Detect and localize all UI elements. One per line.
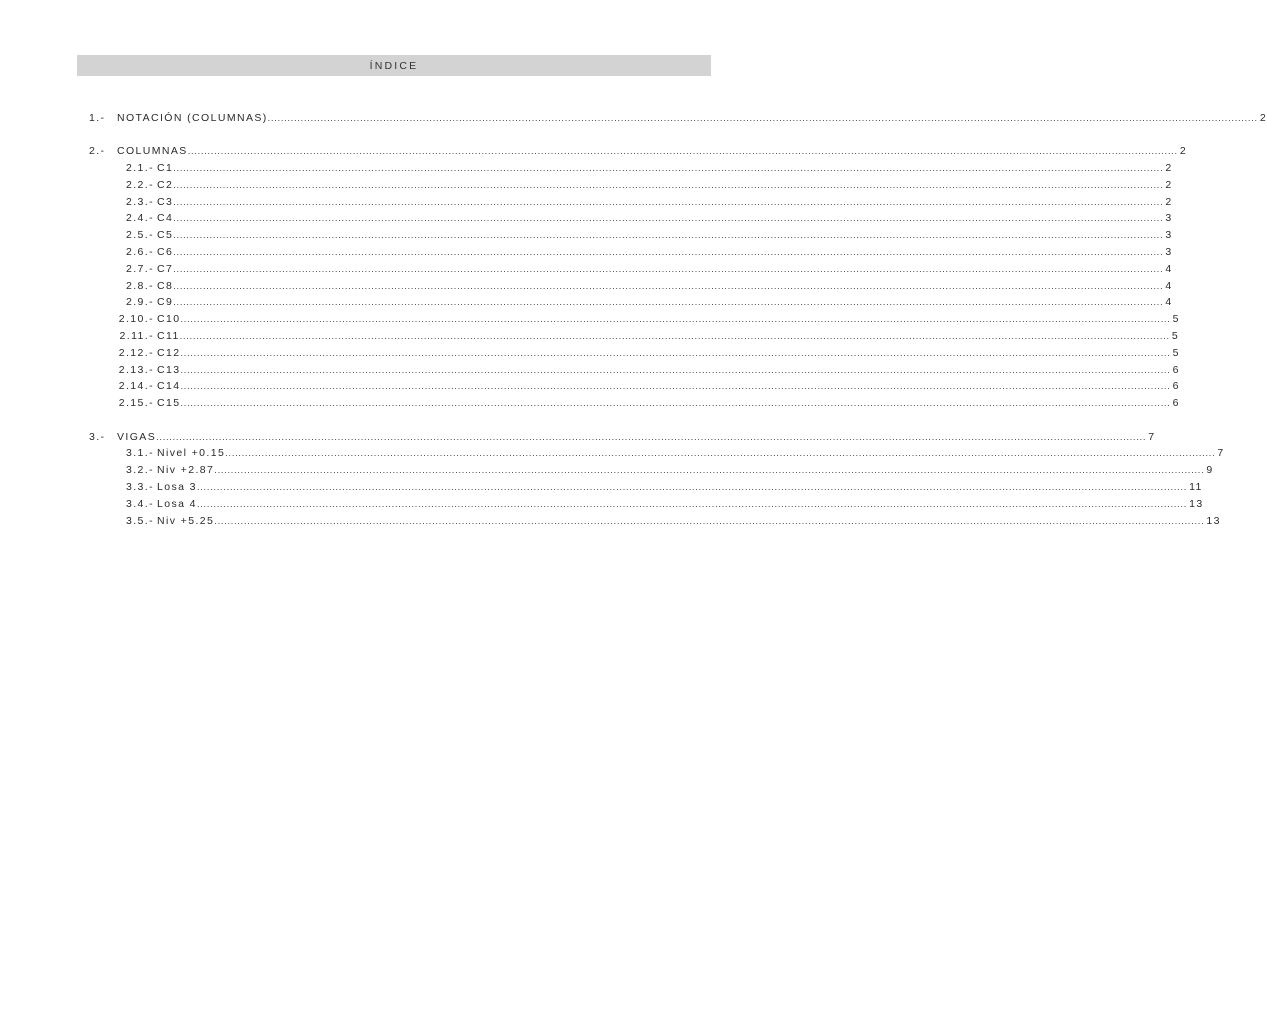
toc-entry-page: 9 <box>1206 464 1214 477</box>
toc-entry-number: 2.12.- <box>118 346 154 359</box>
toc-entry-page: 2 <box>1165 195 1173 208</box>
toc-subentry[interactable] <box>0 446 1225 463</box>
toc-subentry[interactable] <box>0 379 1180 396</box>
toc-entry-page: 5 <box>1171 330 1180 343</box>
toc-entry-line <box>157 397 1180 410</box>
toc-dot-leader: ............................................................................................................................................................................................................................................................................................................ <box>173 247 1164 258</box>
table-of-contents <box>0 111 1267 547</box>
toc-dot-leader: ............................................................................................................................................................................................................................................................................................................ <box>196 498 1188 509</box>
toc-entry-number: 2.13.- <box>118 363 154 376</box>
toc-dot-leader: ............................................................................................................................................................................................................................................................................................................ <box>173 230 1164 241</box>
toc-dot-leader: ............................................................................................................................................................................................................................................................................................................ <box>173 196 1164 207</box>
toc-entry-number: 3.1.- <box>125 447 154 460</box>
toc-dot-leader: ............................................................................................................................................................................................................................................................................................................ <box>214 515 1205 526</box>
toc-entry-page: 2 <box>1165 162 1173 175</box>
toc-entry-page: 3 <box>1165 246 1173 259</box>
toc-section <box>0 430 1225 531</box>
toc-entry-number: 3.4.- <box>125 497 154 510</box>
toc-entry-number: 2.- <box>89 145 106 158</box>
toc-entry-number: 2.11.- <box>119 330 154 343</box>
toc-entry-number: 3.3.- <box>125 480 154 493</box>
toc-entry-page: 4 <box>1165 279 1173 292</box>
toc-subentry[interactable] <box>0 195 1173 212</box>
toc-entry-line <box>117 112 1267 124</box>
toc-entry-label: C10 <box>157 313 181 326</box>
toc-entry-number: 2.2.- <box>125 178 154 191</box>
toc-entry-number: 3.2.- <box>125 464 154 477</box>
toc-dot-leader: ............................................................................................................................................................................................................................................................................................................ <box>196 481 1188 492</box>
toc-entry-page: 7 <box>1217 447 1225 460</box>
toc-entry-label: C15 <box>157 397 181 410</box>
toc-entry[interactable] <box>0 430 1156 447</box>
toc-entry-line <box>157 262 1173 275</box>
toc-subentry[interactable] <box>0 295 1173 312</box>
toc-entry-line <box>157 178 1173 191</box>
toc-dot-leader: ............................................................................................................................................................................................................................................................................................................ <box>173 263 1164 274</box>
toc-entry-number: 2.5.- <box>125 229 154 242</box>
toc-dot-leader: ............................................................................................................................................................................................................................................................................................................ <box>173 297 1164 308</box>
toc-entry-label: Niv +2.87 <box>157 464 215 477</box>
toc-entry-number: 2.1.- <box>125 162 154 175</box>
toc-entry-label: Losa 3 <box>157 480 197 493</box>
toc-entry-number: 2.9.- <box>125 296 154 309</box>
toc-section <box>0 144 1188 413</box>
toc-entry-label: C3 <box>157 195 174 208</box>
toc-subentry[interactable] <box>0 363 1180 380</box>
toc-entry-number: 2.7.- <box>125 262 154 275</box>
toc-entry-label: VIGAS <box>117 430 157 443</box>
toc-entry-label: C7 <box>157 262 174 275</box>
toc-subentry[interactable] <box>0 346 1180 363</box>
toc-entry-number: 2.3.- <box>125 195 154 208</box>
toc-entry-page: 13 <box>1189 497 1204 510</box>
toc-entry-number: 2.6.- <box>125 246 154 259</box>
toc-dot-leader: ............................................................................................................................................................................................................................................................................................................ <box>173 163 1164 174</box>
toc-entry-page: 6 <box>1172 397 1180 410</box>
toc-entry-line <box>157 480 1203 493</box>
toc-dot-leader: ............................................................................................................................................................................................................................................................................................................ <box>267 113 1258 123</box>
toc-subentry[interactable] <box>0 228 1173 245</box>
index-title: ÍNDICE <box>369 59 419 72</box>
toc-dot-leader: ............................................................................................................................................................................................................................................................................................................ <box>173 280 1164 291</box>
toc-entry-number: 2.14.- <box>118 380 154 393</box>
toc-entry-number: 3.- <box>89 430 106 443</box>
toc-subentry[interactable] <box>0 279 1173 296</box>
toc-entry-line <box>157 296 1173 309</box>
toc-entry-label: C4 <box>157 212 174 225</box>
toc-entry-page: 7 <box>1148 430 1156 443</box>
toc-entry-label: Losa 4 <box>157 497 197 510</box>
toc-entry-label: C12 <box>157 346 181 359</box>
toc-entry-page: 6 <box>1172 363 1180 376</box>
toc-dot-leader: ............................................................................................................................................................................................................................................................................................................ <box>156 431 1147 442</box>
toc-subentry[interactable] <box>0 178 1173 195</box>
toc-entry-line <box>157 330 1180 343</box>
toc-subentry[interactable] <box>0 245 1173 262</box>
toc-entry-line <box>157 195 1173 208</box>
toc-entry-line <box>117 145 1188 158</box>
toc-dot-leader: ............................................................................................................................................................................................................................................................................................................ <box>179 331 1170 342</box>
toc-entry-line <box>117 430 1156 443</box>
toc-entry-label: C13 <box>157 363 181 376</box>
toc-entry-line <box>157 313 1180 326</box>
toc-entry-number: 2.4.- <box>125 212 154 225</box>
toc-entry-line <box>157 279 1173 292</box>
toc-entry-label: C2 <box>157 178 174 191</box>
toc-entry-number: 2.8.- <box>125 279 154 292</box>
toc-entry-label: C9 <box>157 296 174 309</box>
toc-subentry[interactable] <box>0 497 1204 514</box>
toc-entry-line <box>157 212 1173 225</box>
toc-section <box>0 111 1267 128</box>
toc-subentry[interactable] <box>0 262 1173 279</box>
toc-entry-page: 3 <box>1165 212 1173 225</box>
toc-entry-label: COLUMNAS <box>117 145 188 158</box>
toc-subentry[interactable] <box>0 514 1221 531</box>
toc-entry-line <box>157 363 1180 376</box>
toc-entry-page: 2 <box>1259 112 1267 124</box>
toc-entry-line <box>157 162 1173 175</box>
toc-entry-label: C1 <box>157 162 174 175</box>
toc-entry-number: 1.- <box>89 112 106 124</box>
toc-entry-line <box>157 514 1221 527</box>
toc-entry-label: NOTACIÓN (COLUMNAS) <box>117 112 268 124</box>
toc-dot-leader: ............................................................................................................................................................................................................................................................................................................ <box>225 448 1216 459</box>
toc-dot-leader: ............................................................................................................................................................................................................................................................................................................ <box>173 179 1164 190</box>
toc-entry[interactable] <box>0 144 1188 161</box>
toc-entry-line <box>157 346 1180 359</box>
toc-entry-page: 13 <box>1206 514 1221 527</box>
toc-entry-page: 4 <box>1165 296 1173 309</box>
toc-entry-page: 2 <box>1179 145 1188 158</box>
toc-subentry[interactable] <box>0 463 1214 480</box>
toc-entry-page: 3 <box>1165 229 1173 242</box>
toc-dot-leader: ............................................................................................................................................................................................................................................................................................................ <box>180 381 1171 392</box>
toc-entry-label: C6 <box>157 246 174 259</box>
toc-entry-line <box>157 464 1214 477</box>
toc-entry-label: C11 <box>157 330 180 343</box>
toc-entry[interactable] <box>0 111 1267 128</box>
toc-entry-label: C8 <box>157 279 174 292</box>
toc-entry-number: 3.5.- <box>125 514 154 527</box>
toc-entry-page: 2 <box>1165 178 1173 191</box>
toc-entry-line <box>157 246 1173 259</box>
toc-entry-label: Nivel +0.15 <box>157 447 226 460</box>
toc-dot-leader: ............................................................................................................................................................................................................................................................................................................ <box>180 314 1171 325</box>
toc-subentry[interactable] <box>0 161 1173 178</box>
toc-entry-number: 2.15.- <box>118 397 154 410</box>
toc-dot-leader: ............................................................................................................................................................................................................................................................................................................ <box>180 398 1171 409</box>
toc-entry-label: C5 <box>157 229 174 242</box>
toc-dot-leader: ............................................................................................................................................................................................................................................................................................................ <box>173 213 1164 224</box>
toc-dot-leader: ............................................................................................................................................................................................................................................................................................................ <box>187 146 1178 157</box>
toc-entry-label: Niv +5.25 <box>157 514 215 527</box>
toc-dot-leader: ............................................................................................................................................................................................................................................................................................................ <box>214 465 1205 476</box>
toc-entry-page: 5 <box>1172 346 1180 359</box>
toc-entry-number: 2.10.- <box>118 313 154 326</box>
toc-entry-page: 4 <box>1165 262 1173 275</box>
index-title-bar <box>77 55 711 76</box>
toc-entry-line <box>157 497 1204 510</box>
toc-subentry[interactable] <box>0 329 1180 346</box>
toc-entry-page: 5 <box>1172 313 1180 326</box>
toc-subentry[interactable] <box>0 480 1203 497</box>
toc-dot-leader: ............................................................................................................................................................................................................................................................................................................ <box>180 347 1171 358</box>
toc-entry-line <box>157 380 1180 393</box>
toc-entry-label: C14 <box>157 380 181 393</box>
toc-subentry[interactable] <box>0 211 1173 228</box>
toc-subentry[interactable] <box>0 396 1180 413</box>
toc-subentry[interactable] <box>0 312 1180 329</box>
toc-entry-page: 11 <box>1189 480 1203 493</box>
toc-dot-leader: ............................................................................................................................................................................................................................................................................................................ <box>180 364 1171 375</box>
toc-entry-line <box>157 229 1173 242</box>
toc-entry-page: 6 <box>1172 380 1180 393</box>
toc-entry-line <box>157 447 1225 460</box>
